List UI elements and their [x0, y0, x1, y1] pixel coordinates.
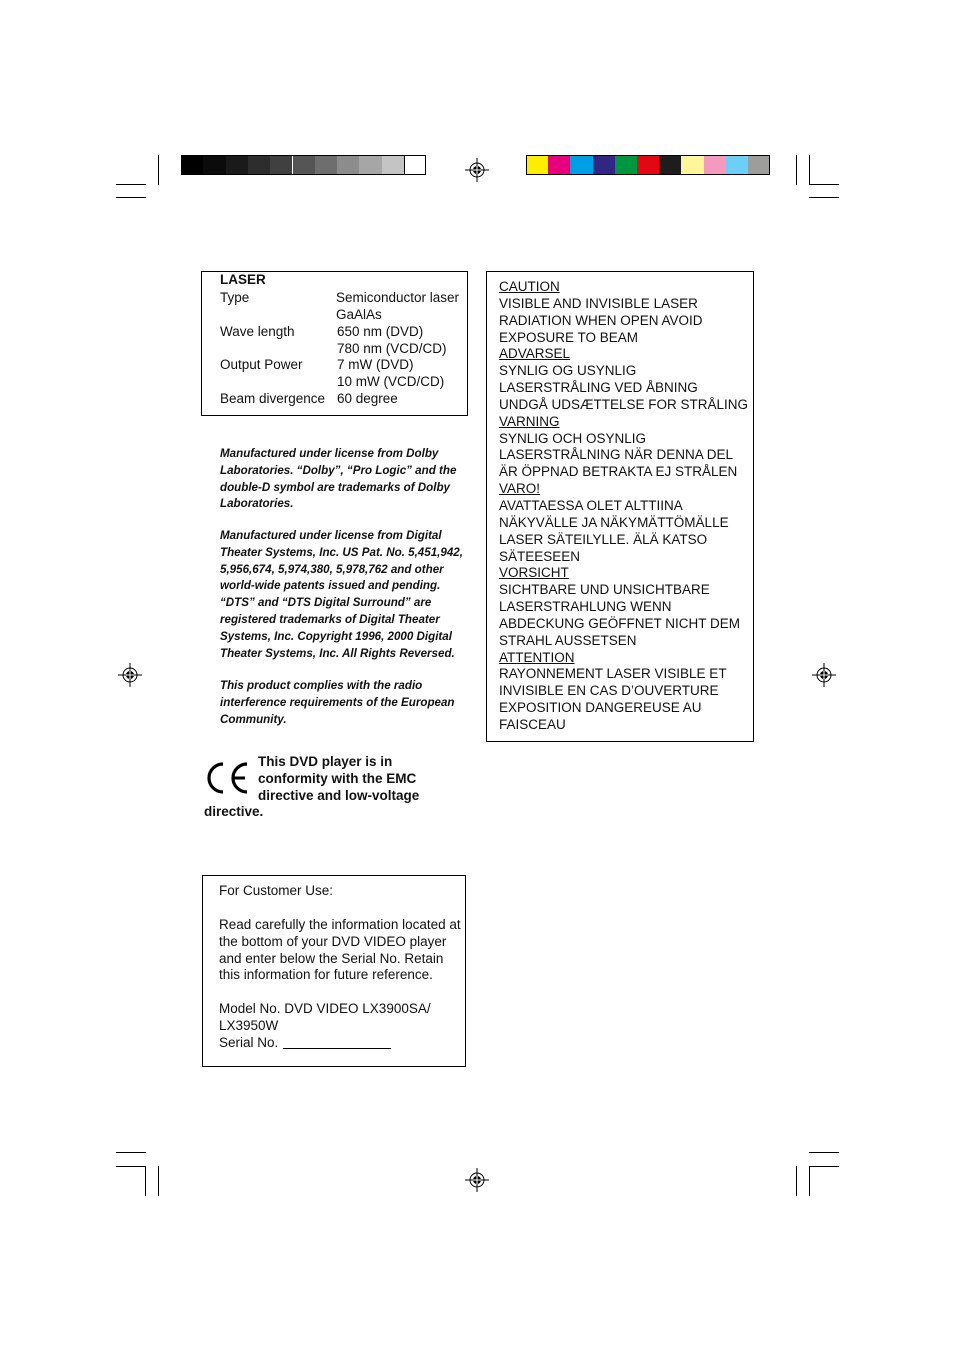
ce-conformity-line-1: This DVD player is in	[258, 754, 393, 769]
laser-power-label: Output Power	[220, 357, 303, 372]
caution-section-fi	[499, 481, 749, 565]
dolby-notice: Manufactured under license from Dolby Laboratories. “Dolby”, “Pro Logic” and the double-D symbol are trademarks of Dolby Laboratories.	[220, 447, 457, 511]
laser-caution-text	[499, 279, 749, 734]
registration-mark-icon	[465, 1168, 489, 1192]
laser-type-label: Type	[220, 290, 250, 305]
caution-section-sv	[499, 414, 749, 481]
laser-type-value: Semiconductor laser GaAlAs	[336, 290, 460, 322]
caution-text: SYNLIG OCH OSYNLIG LASERSTRÅLNING NÄR DENNA DEL ÄR ÖPPNAD BETRAKTA EJ STRÅLEN	[499, 430, 738, 480]
serial-number-label: Serial No.	[219, 1035, 279, 1050]
caution-heading: VARNING	[499, 413, 560, 429]
model-number: Model No. DVD VIDEO LX3900SA/ LX3950W	[219, 1001, 431, 1033]
serial-number-field[interactable]	[283, 1048, 391, 1049]
caution-section-en	[499, 279, 749, 346]
caution-section-fr	[499, 650, 749, 734]
caution-heading: VORSICHT	[499, 565, 569, 581]
calibration-bar-frame	[181, 155, 426, 175]
caution-section-da	[499, 346, 749, 413]
caution-text: AVATTAESSA OLET ALTTIINA NÄKYVÄLLE JA NÄKYMÄTTÖMÄLLE LASER SÄTEILYLLE. ÄLÄ KATSO SÄTEESEEN	[499, 497, 729, 564]
registration-mark-icon	[812, 663, 836, 687]
customer-use-instructions: Read carefully the information located at the bottom of your DVD VIDEO player and enter below the Serial No. Retain this information for future reference.	[219, 917, 461, 983]
caution-heading: ATTENTION	[499, 649, 575, 665]
caution-text: VISIBLE AND INVISIBLE LASER RADIATION WHEN OPEN AVOID EXPOSURE TO BEAM	[499, 295, 703, 345]
ce-mark-icon	[203, 760, 251, 796]
caution-section-de	[499, 565, 749, 649]
caution-heading: ADVARSEL	[499, 346, 571, 362]
laser-wavelength-label: Wave length	[220, 324, 295, 339]
laser-wavelength-value: 650 nm (DVD) 780 nm (VCD/CD)	[337, 324, 447, 356]
customer-use-title: For Customer Use:	[219, 883, 334, 898]
ce-conformity-line-3: directive and low-voltage	[258, 788, 420, 803]
laser-power-value: 7 mW (DVD) 10 mW (VCD/CD)	[337, 357, 445, 389]
laser-divergence-value: 60 degree	[337, 391, 398, 406]
ce-conformity-line-4: directive.	[204, 804, 264, 819]
caution-text: SICHTBARE UND UNSICHTBARE LASERSTRAHLUNG WENN ABDECKUNG GEÖFFNET NICHT DEM STRAHL AUSSETSEN	[499, 582, 741, 648]
ce-conformity-line-2: conformity with the EMC	[258, 771, 417, 786]
laser-heading: LASER	[220, 272, 266, 287]
eu-compliance-notice: This product complies with the radio interference requirements of the European Community.	[220, 679, 455, 726]
caution-heading: VARO!	[499, 481, 541, 497]
dts-notice: Manufactured under license from Digital Theater Systems, Inc. US Pat. No. 5,451,942, 5,956,674, 5,974,380, 5,978,762 and other world-wide patents issued and pending. “DTS” and “DTS Digital Surround” are registered trademarks of Digital Theater Systems, Inc. Copyright 1996, 2000 Digital Theater Systems, Inc. All Rights Reversed.	[220, 529, 463, 660]
calibration-bar-frame	[526, 155, 770, 175]
caution-heading: CAUTION	[499, 279, 560, 294]
laser-divergence-label: Beam divergence	[220, 391, 326, 406]
registration-mark-icon	[118, 663, 142, 687]
caution-text: RAYONNEMENT LASER VISIBLE ET INVISIBLE EN CAS D’OUVERTURE EXPOSITION DANGEREUSE AU FAISCEAU	[499, 666, 727, 732]
registration-mark-icon	[465, 158, 489, 182]
caution-text: SYNLIG OG USYNLIG LASERSTRÅLING VED ÅBNING UNDGÅ UDSÆTTELSE FOR STRÅLING	[499, 363, 749, 412]
